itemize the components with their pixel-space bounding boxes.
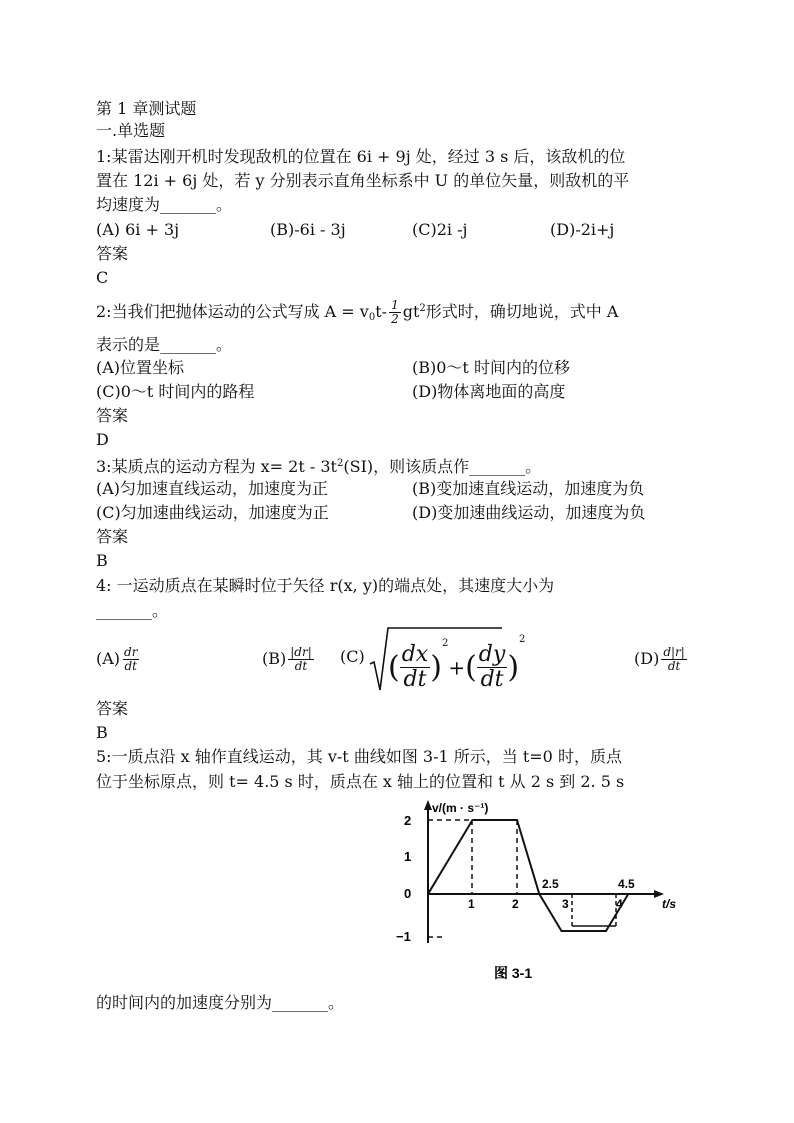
x-tick-4: 4	[616, 897, 623, 911]
q2-answer: D	[96, 430, 109, 449]
q4-c-sup-1: 2	[441, 638, 449, 649]
q1-text-line2: 置在 12i + 6j 处，若 y 分别表示直角坐标系中 U 的单位矢量，则敌机的平	[96, 171, 630, 190]
q2-gt: gt	[402, 302, 420, 321]
q3-sup2: 2	[336, 458, 344, 469]
q2-text-line1	[96, 298, 618, 329]
section-heading: 一.单选题	[96, 121, 166, 140]
y-tick-0: 0	[404, 886, 412, 901]
q4-c-paren-open-2: (	[465, 650, 477, 685]
q2-sup2: 2	[419, 303, 426, 314]
q4-option-a-label: (A)	[96, 649, 121, 668]
q4-c-paren-close-2: )	[507, 650, 520, 685]
q4-c-dx: dx	[401, 642, 429, 667]
q1-option-c: (C)2i -j	[412, 220, 468, 239]
q5-text-line2: 位于坐标原点，则 t= 4.5 s 时，质点在 x 轴上的位置和 t 从 2 s 到 2. 5 s	[96, 772, 625, 791]
x-tick-3: 3	[562, 897, 569, 911]
q3-text-line1	[96, 453, 541, 478]
q4-b-num: |dr|	[290, 645, 312, 659]
q3-suffix: (SI)，则该质点作_______。	[343, 457, 542, 476]
q4-c-paren-close-1: )	[430, 650, 442, 685]
q1-text-line1: 1:某雷达刚开机时发现敌机的位置在 6i + 9j 处，经过 3 s 后，该敌机的位	[96, 147, 626, 166]
q4-option-d	[634, 646, 689, 673]
q4-d-den: dt	[667, 659, 681, 673]
q2-option-a: (A)位置坐标	[96, 358, 185, 377]
q2-text-line2: 表示的是_______。	[96, 335, 233, 354]
q4-c-frac-dx	[400, 643, 431, 692]
q4-c-paren-open-1: (	[388, 650, 400, 685]
figure-caption: 图 3-1	[494, 965, 533, 981]
chapter-title: 第 1 章测试题	[96, 99, 197, 118]
q4-option-d-fraction	[661, 646, 687, 673]
q4-c-frac-dy	[477, 643, 508, 692]
q2-option-c: (C)0～t 时间内的路程	[96, 382, 255, 401]
q4-option-b	[262, 646, 316, 673]
q2-frac-den: 2	[391, 312, 399, 326]
annotation-2-5: 2.5	[542, 877, 559, 891]
q4-text-line2: _______。	[96, 601, 169, 620]
q4-answer: B	[96, 723, 108, 742]
q1-text-line3: 均速度为_______。	[96, 195, 233, 214]
q2-frac-num: 1	[391, 298, 399, 312]
q2-option-d: (D)物体离地面的高度	[412, 382, 566, 401]
x-tick-1: 1	[468, 897, 475, 911]
q3-option-b: (B)变加速直线运动，加速度为负	[412, 479, 645, 498]
q4-c-dt-1: dt	[403, 667, 427, 692]
q4-d-num: d|r|	[663, 645, 685, 659]
q2-answer-label: 答案	[96, 406, 129, 425]
q3-option-d: (D)变加速曲线运动，加速度为负	[412, 503, 646, 522]
q4-text-line1: 4: 一运动质点在某瞬时位于矢径 r(x, y)的端点处，其速度大小为	[96, 576, 555, 595]
velocity-curve	[428, 820, 628, 931]
q4-a-den: dt	[124, 659, 138, 673]
x-axis-label: t/s	[662, 897, 677, 911]
q2-suffix: 形式时，确切地说，式中 A	[425, 302, 619, 321]
y-axis-arrow-icon	[424, 800, 432, 810]
q1-answer-label: 答案	[96, 244, 129, 263]
q3-answer-label: 答案	[96, 527, 129, 546]
q4-c-dy: dy	[478, 642, 506, 667]
q2-option-b: (B)0～t 时间内的位移	[412, 358, 570, 377]
q4-option-a-fraction	[122, 646, 139, 673]
x-tick-2: 2	[512, 897, 519, 911]
q3-option-a: (A)匀加速直线运动，加速度为正	[96, 479, 329, 498]
q3-answer: B	[96, 551, 108, 570]
q4-b-den: dt	[294, 659, 308, 673]
q5-text-line1: 5:一质点沿 x 轴作直线运动，其 v-t 曲线如图 3-1 所示，当 t=0 时，质点	[96, 747, 622, 766]
q2-half-fraction	[389, 299, 401, 326]
q4-option-c-sqrt	[368, 624, 526, 694]
q4-c-sup-2: 2	[519, 634, 526, 645]
q4-option-d-label: (D)	[634, 649, 660, 668]
q4-c-dt-2: dt	[480, 667, 504, 692]
q4-a-num: dr	[124, 645, 138, 659]
q1-option-b: (B)-6i - 3j	[270, 220, 346, 239]
annotation-4-5: 4.5	[618, 877, 635, 891]
y-tick-2: 2	[404, 813, 412, 828]
q5-text-line3: 的时间内的加速度分别为_______。	[96, 993, 345, 1012]
q2-prefix: 2:当我们把抛体运动的公式写成 A = v	[96, 302, 369, 321]
q4-option-a	[96, 646, 141, 673]
y-tick-1: 1	[404, 849, 412, 864]
q4-answer-label: 答案	[96, 699, 129, 718]
vt-graph	[386, 798, 706, 994]
q1-option-d: (D)-2i+j	[550, 220, 615, 239]
q3-prefix: 3:某质点的运动方程为 x= 2t - 3t	[96, 457, 337, 476]
y-axis-label: v/(m · s⁻¹)	[432, 801, 489, 815]
q4-option-b-label: (B)	[262, 649, 287, 668]
q4-option-c-label: (C)	[340, 647, 365, 666]
q4-option-b-fraction	[288, 646, 314, 673]
q1-answer: C	[96, 268, 109, 287]
y-tick-minus1: −1	[396, 929, 411, 944]
q2-sub0: 0	[368, 312, 376, 323]
q4-c-plus: +	[448, 655, 466, 680]
q4-option-c-expression	[388, 634, 525, 692]
q1-option-a: (A) 6i + 3j	[96, 220, 180, 239]
q3-option-c: (C)匀加速曲线运动，加速度为正	[96, 503, 329, 522]
q2-t-minus: t-	[375, 302, 388, 321]
